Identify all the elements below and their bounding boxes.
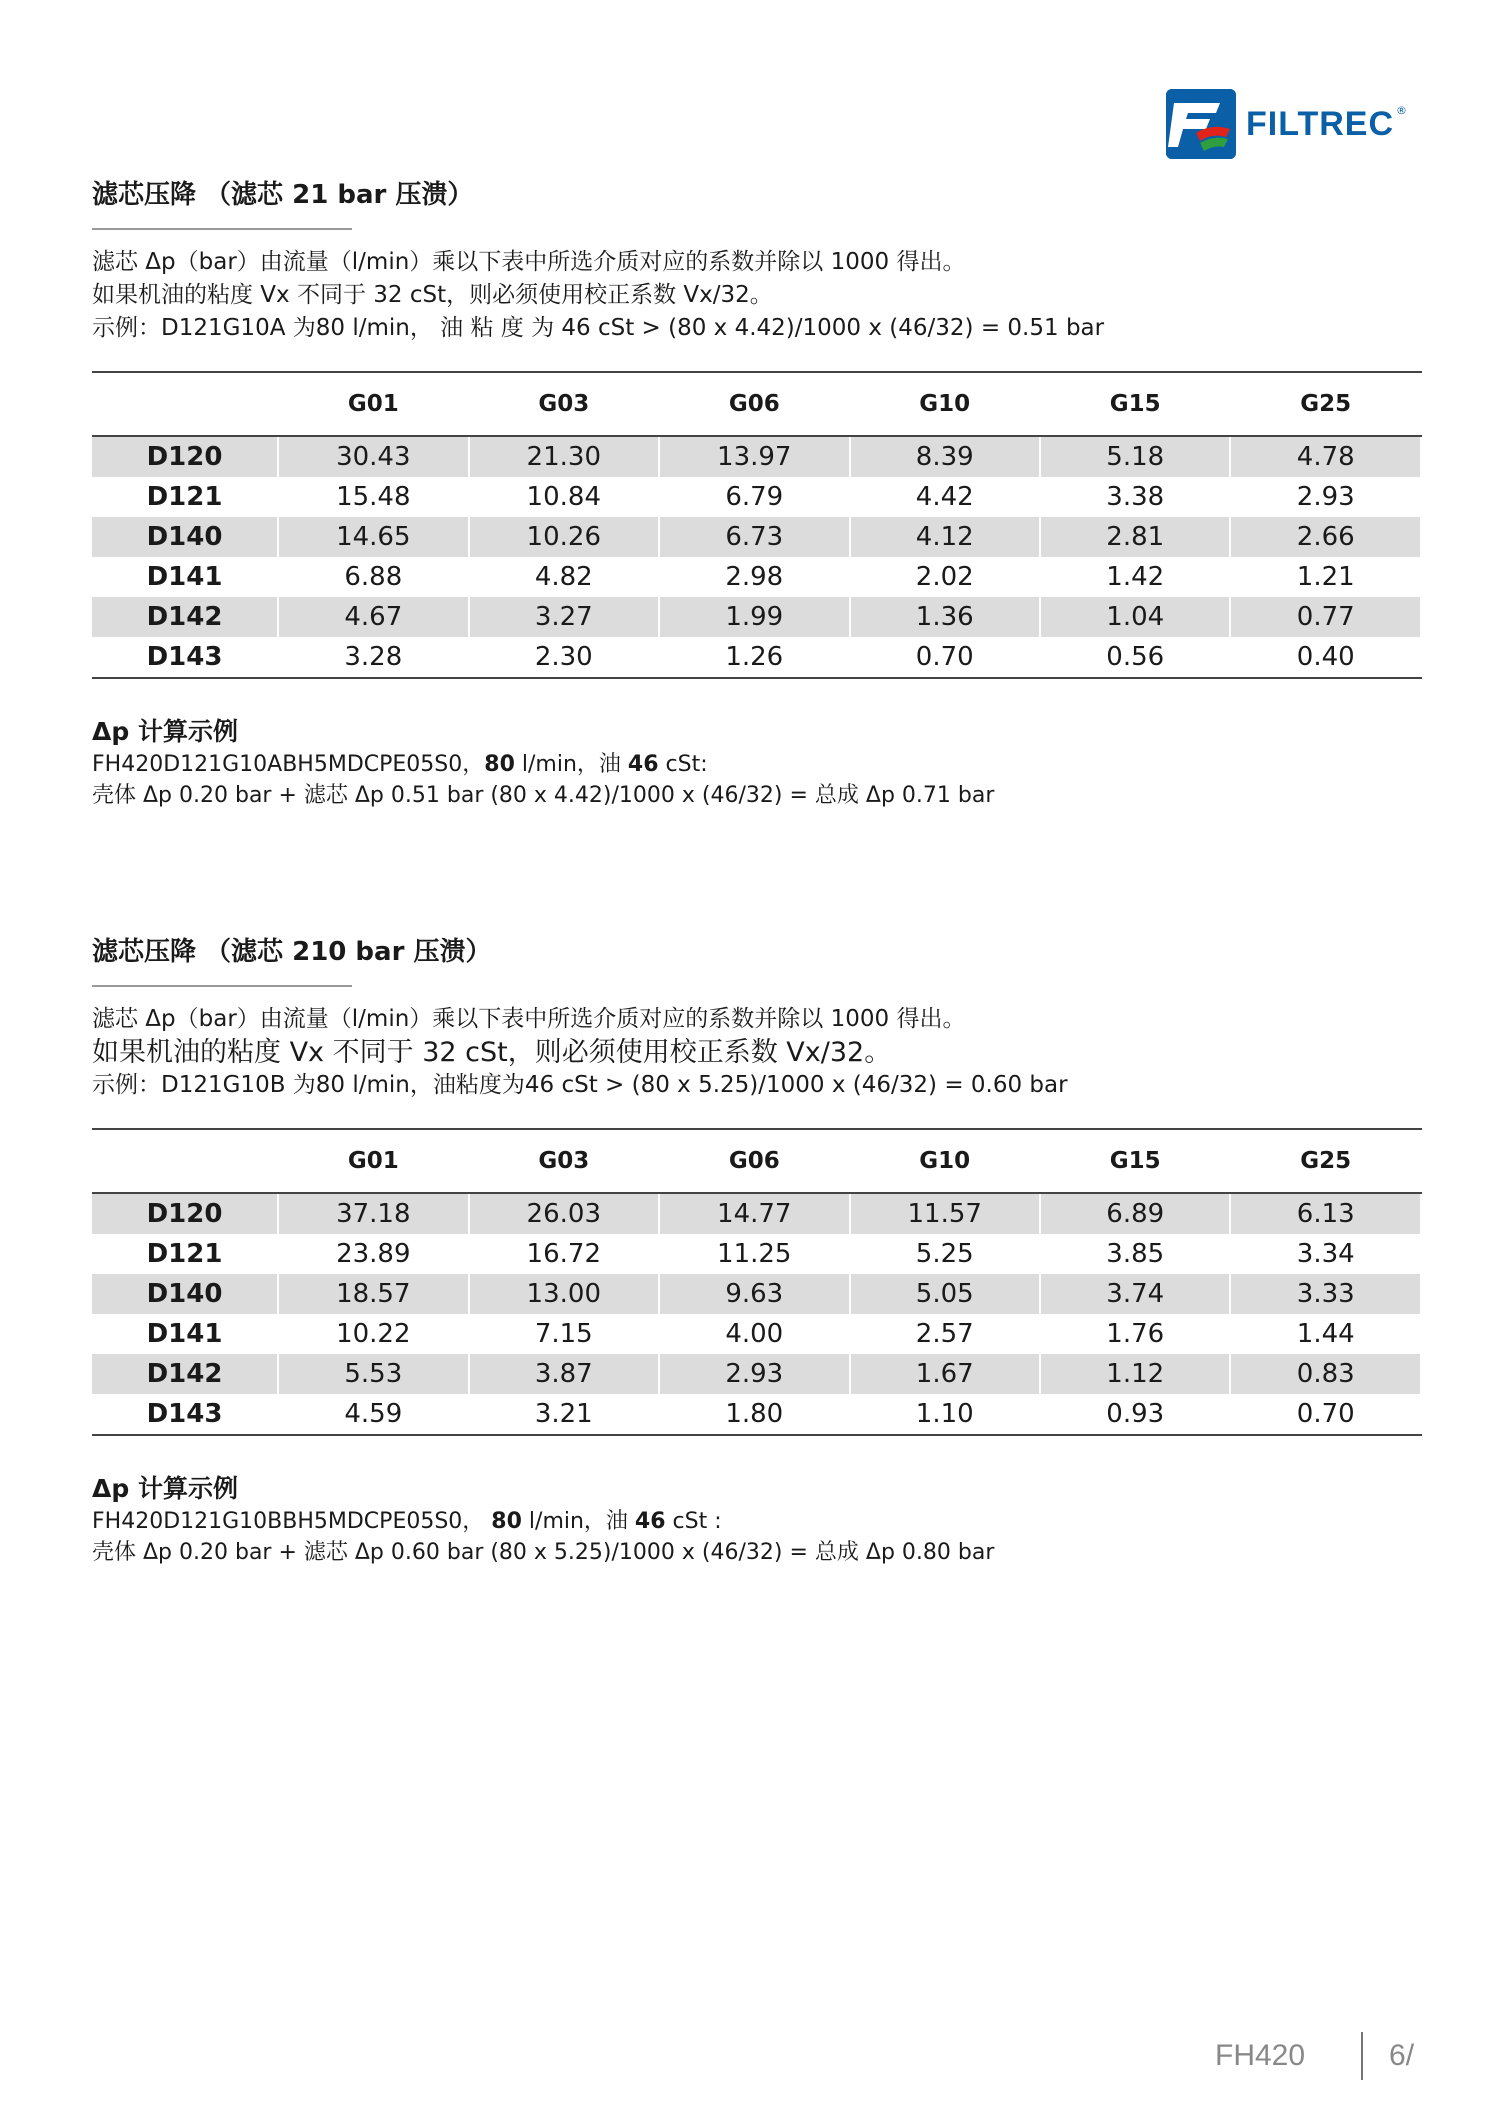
- section-title: 滤芯压降 （滤芯 210 bar 压溃）: [92, 937, 492, 967]
- table-cell: 5.18: [1040, 436, 1230, 477]
- column-header-blank: [92, 373, 278, 436]
- table-cell: 5.53: [278, 1354, 468, 1394]
- title-underline: [92, 985, 352, 987]
- desc-line: 示例：D121G10B 为80 l/min，油粘度为46 cSt > (80 x 5.25)/1000 x (46/32) = 0.60 bar: [92, 1072, 1068, 1098]
- row-header-cell: D141: [92, 557, 278, 597]
- column-header: G15: [1040, 1130, 1230, 1193]
- table-cell: 1.26: [659, 637, 849, 678]
- table-cell: 1.12: [1040, 1354, 1230, 1394]
- calc-example: [92, 715, 1422, 811]
- table-row: [92, 637, 1421, 678]
- table-cell: 21.30: [469, 436, 659, 477]
- column-header: G01: [278, 1130, 468, 1193]
- table-cell: 3.34: [1230, 1234, 1421, 1274]
- column-header: G25: [1230, 373, 1421, 436]
- model-code: FH420: [1215, 2039, 1306, 2072]
- table-cell: 26.03: [469, 1193, 659, 1234]
- column-header: G25: [1230, 1130, 1421, 1193]
- row-header-cell: D120: [92, 436, 278, 477]
- table-cell: 30.43: [278, 436, 468, 477]
- column-header: G06: [659, 373, 849, 436]
- brand-name: FILTREC: [1246, 104, 1395, 143]
- row-header-cell: D143: [92, 637, 278, 678]
- table-cell: 3.33: [1230, 1274, 1421, 1314]
- table-cell: 4.59: [278, 1394, 468, 1435]
- table-cell: 3.85: [1040, 1234, 1230, 1274]
- table-cell: 0.77: [1230, 597, 1421, 637]
- table-cell: 1.67: [850, 1354, 1040, 1394]
- table-cell: 8.39: [850, 436, 1040, 477]
- table-cell: 11.25: [659, 1234, 849, 1274]
- table-row: [92, 597, 1421, 637]
- table-cell: 3.27: [469, 597, 659, 637]
- table-cell: 2.57: [850, 1314, 1040, 1354]
- calc-title: Δp 计算示例: [92, 717, 238, 746]
- table-cell: 13.97: [659, 436, 849, 477]
- column-header: G03: [469, 1130, 659, 1193]
- coefficient-table-210bar: [92, 1128, 1422, 1436]
- row-header-cell: D143: [92, 1394, 278, 1435]
- table-cell: 1.42: [1040, 557, 1230, 597]
- column-header: G06: [659, 1130, 849, 1193]
- table-cell: 2.93: [659, 1354, 849, 1394]
- table-row: [92, 1354, 1421, 1394]
- table-cell: 4.12: [850, 517, 1040, 557]
- table-cell: 0.70: [850, 637, 1040, 678]
- calc-line-2: 壳体 Δp 0.20 bar + 滤芯 Δp 0.60 bar (80 x 5.25)/1000 x (46/32) = 总成 Δp 0.80 bar: [92, 1540, 995, 1565]
- page-number: 6/: [1389, 2039, 1415, 2072]
- column-header: G03: [469, 373, 659, 436]
- table-cell: 5.25: [850, 1234, 1040, 1274]
- table-row: [92, 1274, 1421, 1314]
- table-cell: 10.84: [469, 477, 659, 517]
- table-cell: 1.10: [850, 1394, 1040, 1435]
- table-cell: 4.42: [850, 477, 1040, 517]
- column-header-blank: [92, 1130, 278, 1193]
- table-cell: 0.83: [1230, 1354, 1421, 1394]
- filtrec-logo: [1166, 88, 1407, 160]
- table-cell: 1.36: [850, 597, 1040, 637]
- title-underline: [92, 228, 352, 230]
- table-row: [92, 1314, 1421, 1354]
- section-21bar: [92, 176, 1422, 811]
- row-header-cell: D120: [92, 1193, 278, 1234]
- table-cell: 0.70: [1230, 1394, 1421, 1435]
- table-row: [92, 1394, 1421, 1435]
- calc-example: [92, 1472, 1422, 1568]
- table-cell: 10.26: [469, 517, 659, 557]
- column-header: G10: [850, 373, 1040, 436]
- table-row: [92, 436, 1421, 477]
- table-cell: 3.38: [1040, 477, 1230, 517]
- row-header-cell: D121: [92, 477, 278, 517]
- table-cell: 4.00: [659, 1314, 849, 1354]
- table-cell: 0.93: [1040, 1394, 1230, 1435]
- table-row: [92, 557, 1421, 597]
- table-cell: 5.05: [850, 1274, 1040, 1314]
- calc-line-1: FH420D121G10ABH5MDCPE05S0，80 l/min，油 46 cSt:: [92, 752, 708, 777]
- table-cell: 1.80: [659, 1394, 849, 1435]
- section-210bar: [92, 933, 1422, 1568]
- table-cell: 9.63: [659, 1274, 849, 1314]
- column-header: G10: [850, 1130, 1040, 1193]
- table-cell: 4.82: [469, 557, 659, 597]
- row-header-cell: D140: [92, 1274, 278, 1314]
- table-cell: 6.88: [278, 557, 468, 597]
- table-cell: 3.87: [469, 1354, 659, 1394]
- column-header: G01: [278, 373, 468, 436]
- table-cell: 10.22: [278, 1314, 468, 1354]
- table-cell: 0.56: [1040, 637, 1230, 678]
- table-cell: 1.44: [1230, 1314, 1421, 1354]
- table-cell: 11.57: [850, 1193, 1040, 1234]
- registered-mark: ®: [1396, 103, 1408, 117]
- filtrec-logo-icon: [1166, 89, 1236, 159]
- table-cell: 2.98: [659, 557, 849, 597]
- row-header-cell: D142: [92, 597, 278, 637]
- table-cell: 6.89: [1040, 1193, 1230, 1234]
- table-cell: 15.48: [278, 477, 468, 517]
- page-footer: [1215, 2034, 1414, 2078]
- table-cell: 1.99: [659, 597, 849, 637]
- section-title: 滤芯压降 （滤芯 21 bar 压溃）: [92, 180, 474, 210]
- table-row: [92, 517, 1421, 557]
- table-cell: 4.78: [1230, 436, 1421, 477]
- desc-line: 示例：D121G10A 为80 l/min， 油 粘 度 为 46 cSt > (80 x 4.42)/1000 x (46/32) = 0.51 bar: [92, 315, 1105, 341]
- table-cell: 2.66: [1230, 517, 1421, 557]
- table-cell: 2.30: [469, 637, 659, 678]
- table-cell: 3.74: [1040, 1274, 1230, 1314]
- table-cell: 3.21: [469, 1394, 659, 1435]
- table-cell: 4.67: [278, 597, 468, 637]
- table-cell: 16.72: [469, 1234, 659, 1274]
- row-header-cell: D142: [92, 1354, 278, 1394]
- table-cell: 1.04: [1040, 597, 1230, 637]
- section-description: [92, 246, 1422, 345]
- table-cell: 3.28: [278, 637, 468, 678]
- table-cell: 14.65: [278, 517, 468, 557]
- footer-divider: [1361, 2032, 1363, 2080]
- table-cell: 7.15: [469, 1314, 659, 1354]
- table-cell: 2.93: [1230, 477, 1421, 517]
- desc-line: 如果机油的粘度 Vx 不同于 32 cSt，则必须使用校正系数 Vx/32。: [92, 282, 773, 308]
- calc-line-1: FH420D121G10BBH5MDCPE05S0， 80 l/min，油 46 cSt :: [92, 1509, 722, 1534]
- table-cell: 18.57: [278, 1274, 468, 1314]
- table-cell: 0.40: [1230, 637, 1421, 678]
- table-cell: 14.77: [659, 1193, 849, 1234]
- desc-line: 滤芯 Δp（bar）由流量（l/min）乘以下表中所选介质对应的系数并除以 1000 得出。: [92, 249, 966, 275]
- table-cell: 6.79: [659, 477, 849, 517]
- table-cell: 37.18: [278, 1193, 468, 1234]
- table-cell: 1.21: [1230, 557, 1421, 597]
- table-cell: 6.73: [659, 517, 849, 557]
- table-cell: 13.00: [469, 1274, 659, 1314]
- coefficient-table-21bar: [92, 371, 1422, 679]
- desc-line: 滤芯 Δp（bar）由流量（l/min）乘以下表中所选介质对应的系数并除以 1000 得出。: [92, 1006, 966, 1032]
- calc-line-2: 壳体 Δp 0.20 bar + 滤芯 Δp 0.51 bar (80 x 4.42)/1000 x (46/32) = 总成 Δp 0.71 bar: [92, 783, 995, 808]
- table-cell: 23.89: [278, 1234, 468, 1274]
- table-row: [92, 1234, 1421, 1274]
- desc-line: 如果机油的粘度 Vx 不同于 32 cSt，则必须使用校正系数 Vx/32。: [92, 1037, 892, 1068]
- table-cell: 2.81: [1040, 517, 1230, 557]
- calc-title: Δp 计算示例: [92, 1474, 238, 1503]
- row-header-cell: D140: [92, 517, 278, 557]
- table-cell: 2.02: [850, 557, 1040, 597]
- table-cell: 6.13: [1230, 1193, 1421, 1234]
- column-header: G15: [1040, 373, 1230, 436]
- table-row: [92, 477, 1421, 517]
- row-header-cell: D141: [92, 1314, 278, 1354]
- section-description: [92, 1003, 1422, 1102]
- table-cell: 1.76: [1040, 1314, 1230, 1354]
- row-header-cell: D121: [92, 1234, 278, 1274]
- table-row: [92, 1193, 1421, 1234]
